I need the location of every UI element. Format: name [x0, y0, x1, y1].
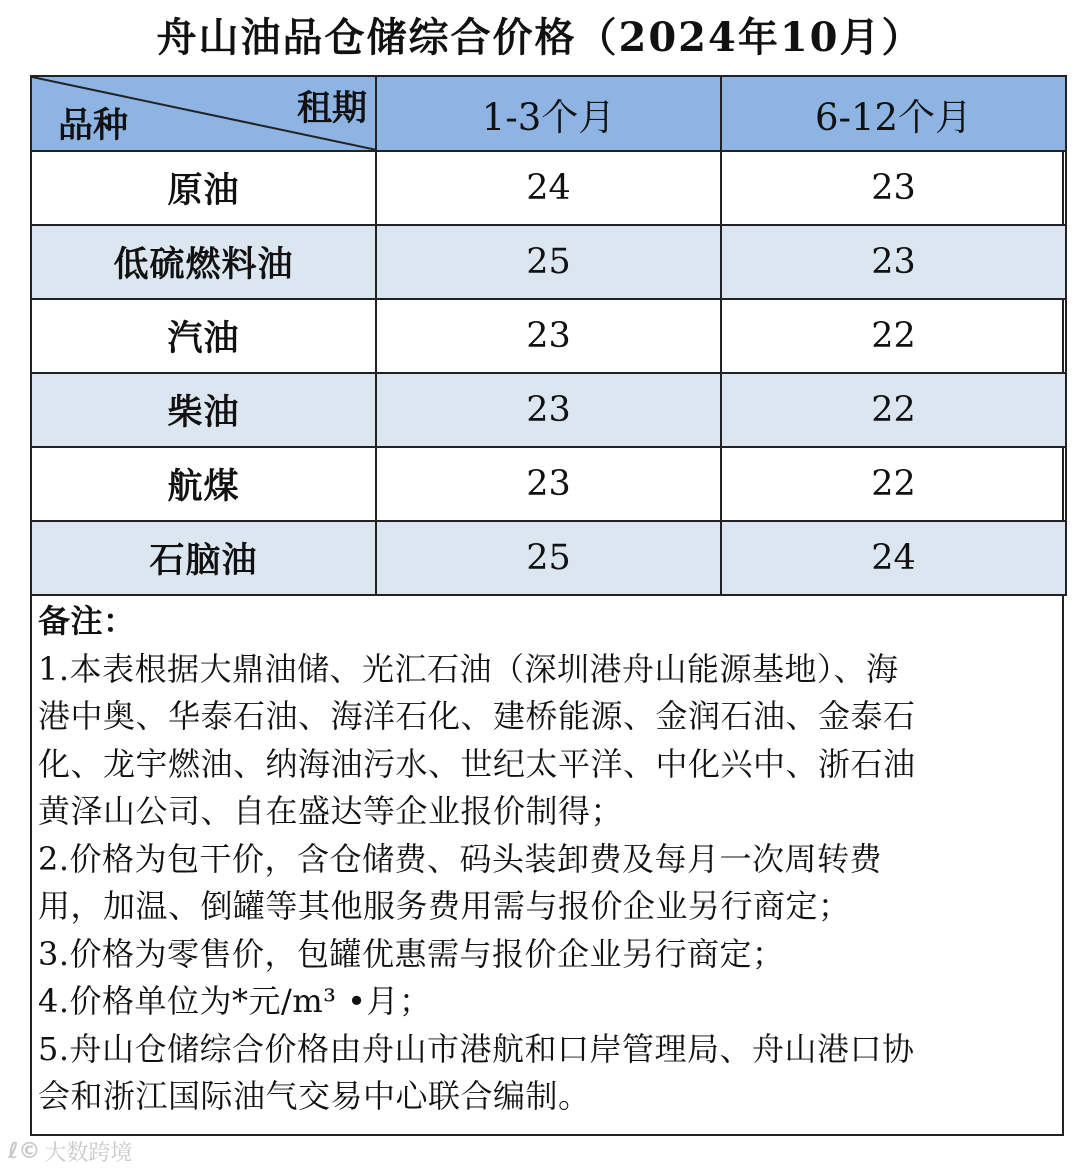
table-row: [31, 225, 1066, 299]
note-line: 化、龙宇燃油、纳海油污水、世纪太平洋、中化兴中、浙石油: [38, 744, 916, 783]
product-name-cell: 柴油: [31, 373, 376, 447]
note-line: 用，加温、倒罐等其他服务费用需与报价企业另行商定；: [38, 887, 851, 925]
page-title: 舟山油品仓储综合价格（2024年10月）: [156, 14, 924, 61]
price-cell: 22: [721, 447, 1066, 521]
price-cell: 23: [721, 151, 1066, 225]
product-name-cell: 航煤: [31, 447, 376, 521]
note-line: 港中奥、华泰石油、海洋石化、建桥能源、金润石油、金泰石: [38, 697, 916, 735]
product-name-cell: 汽油: [31, 299, 376, 373]
table-header-row: [31, 76, 1066, 151]
table-row: [31, 447, 1066, 521]
note-line: 1.本表根据大鼎油储、光汇石油（深圳港舟山能源基地）、海: [38, 649, 899, 688]
product-name-cell: 石脑油: [31, 521, 376, 595]
note-line: 3.价格为零售价，包罐优惠需与报价企业另行商定；: [38, 934, 785, 973]
table-row: [31, 151, 1066, 225]
variety-label: 品种: [58, 105, 129, 146]
price-cell: 24: [721, 521, 1066, 595]
note-line: 4.价格单位为*元/m³ •月；: [38, 982, 432, 1020]
price-cell: 22: [721, 299, 1066, 373]
price-cell: 22: [721, 373, 1066, 447]
column-header-1-3-months: 1-3个月: [376, 76, 721, 151]
table-row: [31, 521, 1066, 595]
lease-term-label: 租期: [296, 88, 367, 129]
note-line: 2.价格为包干价，含仓储费、码头装卸费及每月一次周转费: [38, 839, 883, 878]
product-name-cell: 低硫燃料油: [31, 225, 376, 299]
price-cell: 25: [376, 225, 721, 299]
note-line: 黄泽山公司、自在盛达等企业报价制得；: [38, 792, 624, 830]
price-cell: 23: [376, 447, 721, 521]
notes-title: 备注：: [38, 602, 136, 640]
price-cell: 25: [376, 521, 721, 595]
corner-header-cell: [31, 76, 376, 151]
table-row: [31, 373, 1066, 447]
column-header-6-12-months: 6-12个月: [721, 76, 1066, 151]
watermark-text: 大数跨境: [44, 1140, 133, 1166]
note-line: 会和浙江国际油气交易中心联合编制。: [38, 1077, 591, 1115]
price-cell: 23: [376, 299, 721, 373]
watermark: [8, 1136, 132, 1166]
product-name-cell: 原油: [31, 151, 376, 225]
note-line: 5.舟山仓储综合价格由舟山市港航和口岸管理局、舟山港口协: [38, 1029, 915, 1068]
price-table: [30, 75, 1067, 596]
notes-section: [38, 598, 1048, 1121]
price-cell: 23: [376, 373, 721, 447]
price-cell: 24: [376, 151, 721, 225]
watermark-logo-icon: ℓ©: [8, 1138, 41, 1164]
price-cell: 23: [721, 225, 1066, 299]
table-row: [31, 299, 1066, 373]
